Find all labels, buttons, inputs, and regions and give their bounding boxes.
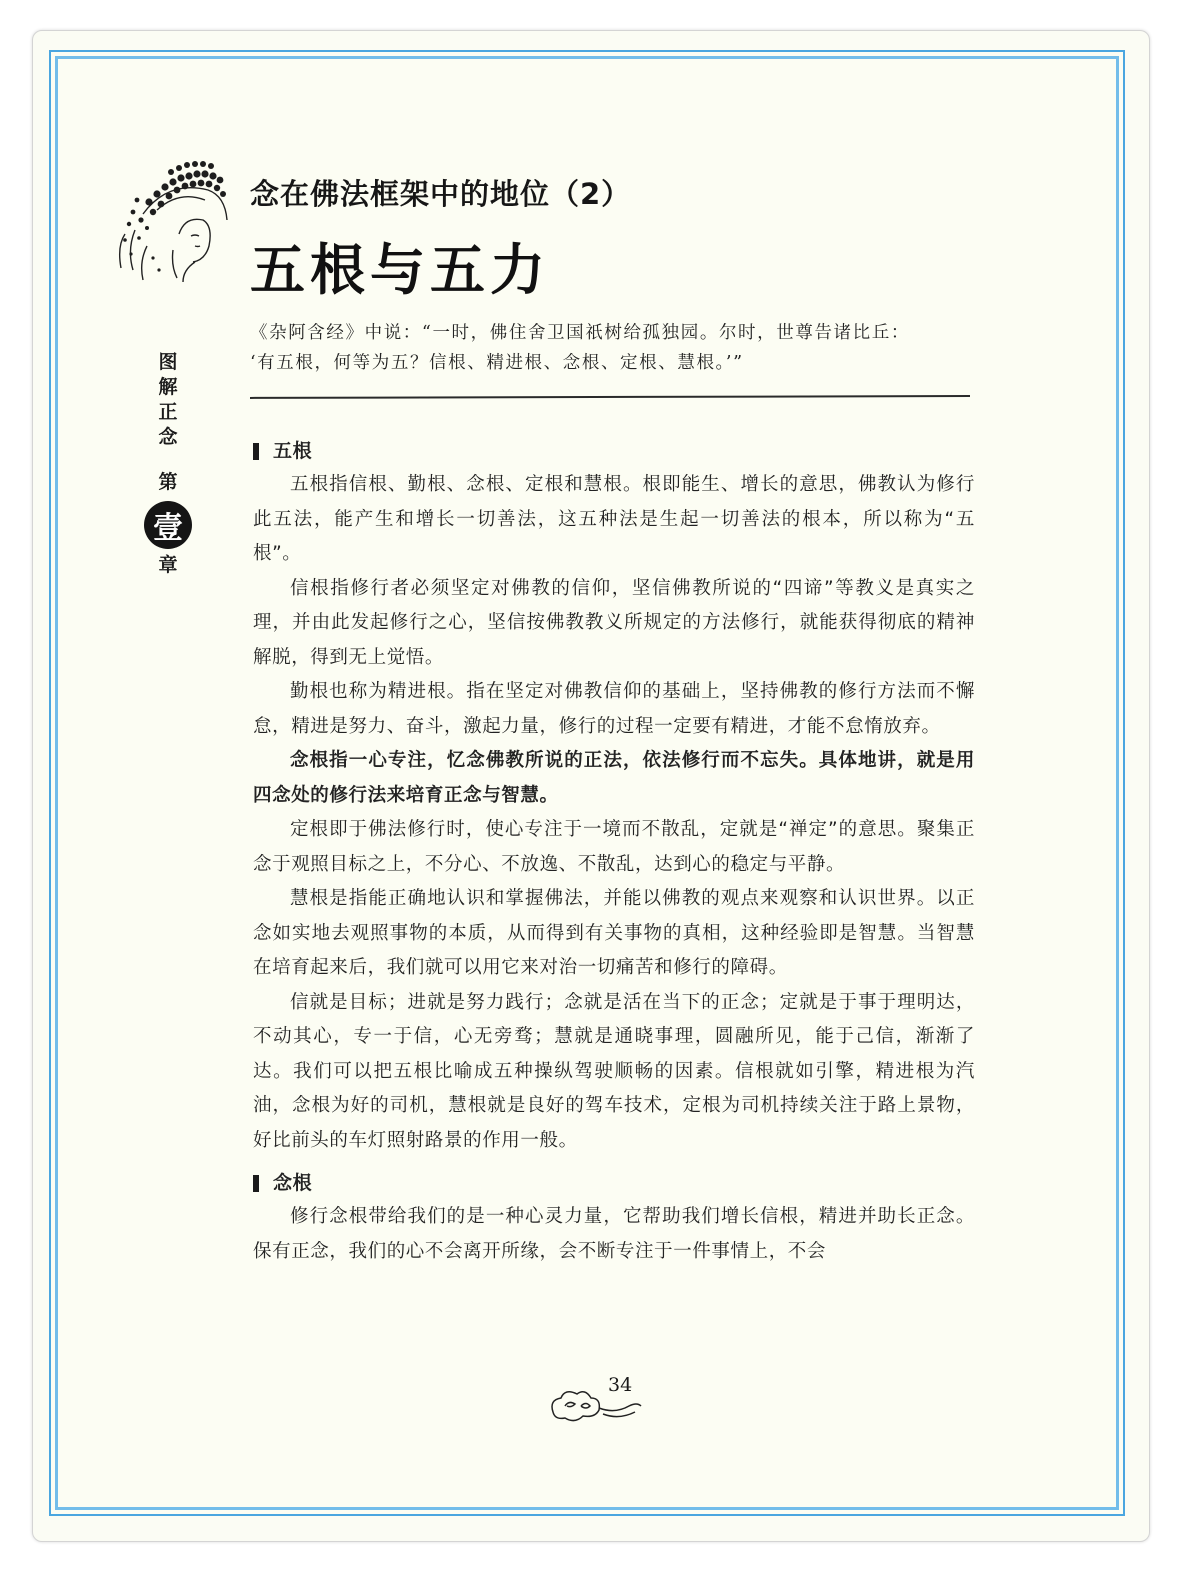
buddha-illustration-icon — [113, 150, 233, 290]
paragraph: 勤根也称为精进根。指在坚定对佛教信仰的基础上，坚持佛教的修行方法而不懈怠，精进是努力、奋斗，激起力量，修行的过程一定要有精进，才能不怠惰放弃。 — [253, 681, 975, 737]
book-title-char: 解 — [158, 376, 178, 398]
body-content — [253, 434, 975, 1269]
book-title-char: 念 — [158, 426, 178, 448]
chapter-suffix: 章 — [158, 554, 178, 576]
page-title: 五根与五力 — [250, 237, 551, 302]
heading-marker-icon — [253, 1175, 259, 1192]
paragraph: 信就是目标；进就是努力践行；念就是活在当下的正念；定就是于事于理明达，不动其心，专一于信，心无旁骛；慧就是通晓事理，圆融所见，能于己信，渐渐了达。我们可以把五根比喻成五种操纵驾驶顺畅的因素。信根就如引擎，精进根为汽油，念根为好的司机，慧根就是良好的驾车技术，定根为司机持续关注于路上景物，好比前头的车灯照射路景的作用一般。 — [253, 991, 975, 1151]
book-title-char: 正 — [158, 401, 178, 423]
section-heading — [253, 434, 975, 468]
heading-marker-icon — [253, 443, 259, 460]
chapter-prefix: 第 — [158, 471, 178, 493]
section-subtitle: 念在佛法框架中的地位（2） — [250, 177, 632, 211]
quote-line: 《杂阿含经》中说：“一时，佛住舍卫国祇树给孤独园。尔时，世尊告诸比丘： — [250, 323, 910, 343]
section-heading-text: 五根 — [273, 440, 313, 462]
section-heading-text: 念根 — [273, 1172, 313, 1194]
paragraph: 慧根是指能正确地认识和掌握佛法，并能以佛教的观点来观察和认识世界。以正念如实地去观照事物的本质，从而得到有关事物的真相，这种经验即是智慧。当智慧在培育起来后，我们就可以用它来对治一切痛苦和修行的障碍。 — [253, 888, 975, 978]
paragraph: 五根指信根、勤根、念根、定根和慧根。根即能生、增长的意思，佛教认为修行此五法，能产生和增长一切善法，这五种法是生起一切善法的根本，所以称为“五根”。 — [253, 474, 975, 564]
section-heading — [253, 1166, 975, 1200]
paragraph-emphasis: 念根指一心专注，忆念佛教所说的正法，依法修行而不忘失。具体地讲，就是用四念处的修行法来培育正念与智慧。 — [253, 750, 975, 806]
quote-line: ‘有五根，何等为五？信根、精进根、念根、定根、慧根。’” — [250, 353, 744, 373]
chapter-number-badge: 壹 — [144, 501, 192, 549]
paragraph: 修行念根带给我们的是一种心灵力量，它帮助我们增长信根，精进并助长正念。保有正念，我们的心不会离开所缘，会不断专注于一件事情上，不会 — [253, 1206, 975, 1262]
scripture-quote — [250, 318, 975, 378]
paragraph: 信根指修行者必须坚定对佛教的信仰，坚信佛教所说的“四谛”等教义是真实之理，并由此发起修行之心，坚信按佛教教义所规定的方法修行，就能获得彻底的精神解脱，得到无上觉悟。 — [253, 577, 975, 668]
book-title-char: 图 — [158, 351, 178, 373]
chapter-side-label — [146, 350, 190, 578]
paragraph: 定根即于佛法修行时，使心专注于一境而不散乱，定就是“禅定”的意思。聚集正念于观照目标之上，不分心、不放逸、不散乱，达到心的稳定与平静。 — [253, 819, 975, 875]
page-number: 34 — [608, 1374, 633, 1396]
